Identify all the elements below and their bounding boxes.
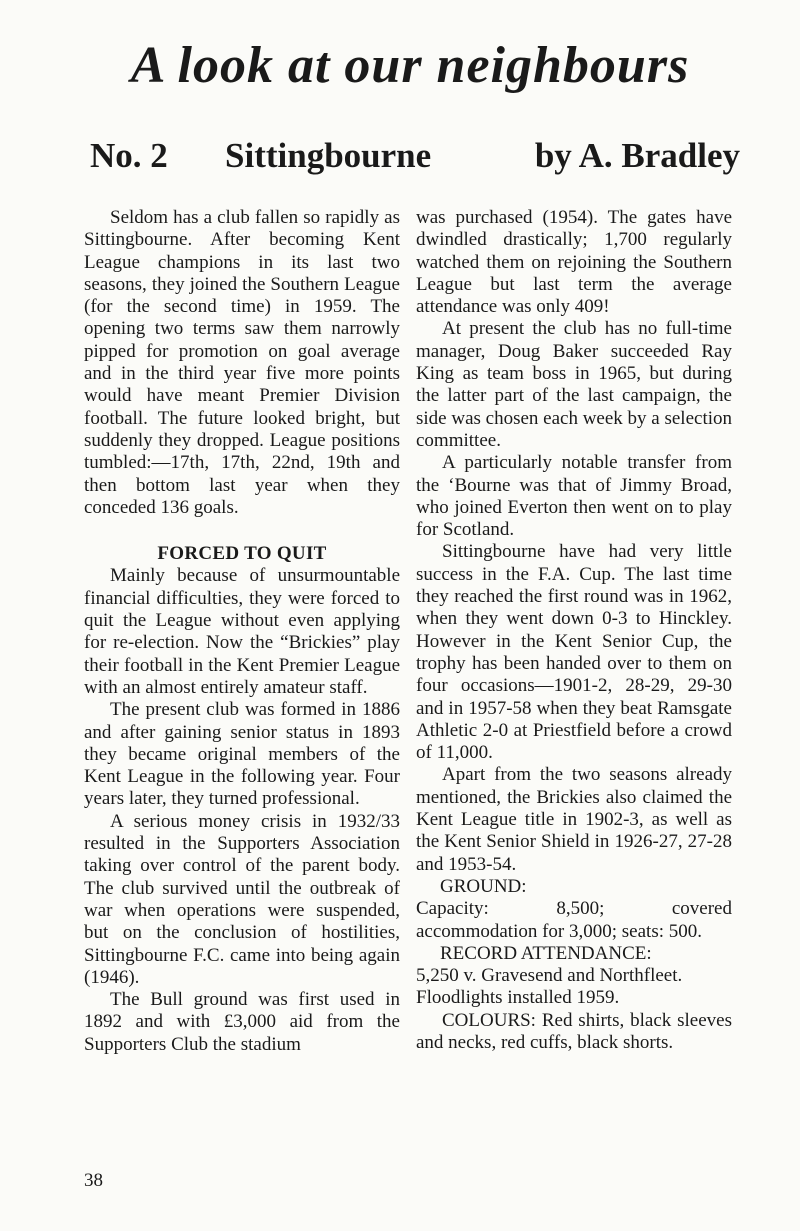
paragraph: A particularly notable transfer from the ‘Bourne was that of Jimmy Broad, who joined Everton then went on to play for Scotland. — [416, 452, 732, 541]
paragraph: Apart from the two seasons already mentioned, the Brickies also claimed the Kent League title in 1902-3, as well as the Kent Senior Shield in 1926-27, 27-28 and 1953-54. — [416, 764, 732, 875]
paragraph: The Bull ground was first used in 1892 and with £3,000 aid from the Supporters Club the stadium — [84, 989, 400, 1055]
club-name: Sittingbourne — [225, 136, 432, 175]
ground-text: Capacity: 8,500; covered accommodation for 3,000; seats: 500. — [416, 898, 732, 942]
floodlights-text: Floodlights installed 1959. — [416, 987, 620, 1009]
byline: by A. Bradley — [534, 136, 740, 175]
section-heading: FORCED TO QUIT — [157, 543, 327, 565]
ground-label: GROUND: — [440, 875, 527, 897]
article-subtitle — [90, 136, 740, 186]
paragraph: Sittingbourne have had very little success in the F.A. Cup. The last time they reached the first round was in 1962, when they went down 0-3 to Hinckley. However in the Kent Senior Cup, the trophy has been handed over to them on four occasions—1901-2, 28-29, 29-30 and in 1957-58 when they beat Ramsgate Athletic 2-0 at Priestfield before a crowd of 11,000. — [416, 541, 732, 764]
record-attendance-label: RECORD ATTENDANCE: — [440, 942, 652, 964]
page-number: 38 — [84, 1170, 103, 1191]
paragraph: A serious money crisis in 1932/33 resulted in the Supporters Association taking over control of the parent body. The club survived until the outbreak of war when operations were suspended, but on the conclusion of hostilities, Sittingbourne F.C. came into being again (1946). — [84, 810, 400, 988]
right-column — [416, 207, 732, 1054]
series-number: No. 2 — [90, 136, 168, 175]
paragraph: Seldom has a club fallen so rapidly as Sittingbourne. After becoming Kent League champions in its last two seasons, they joined the Southern League (for the second time) in 1959. The opening two terms saw them narrowly pipped for promotion on goal average and in the third year five more points would have meant Premier Division football. The future looked bright, but suddenly they dropped. League positions tumbled:—17th, 17th, 22nd, 19th and then bottom last year when they conceded 136 goals. — [84, 207, 400, 518]
left-column — [84, 207, 400, 1056]
paragraph: At present the club has no full-time manager, Doug Baker succeeded Ray King as team boss in 1965, but during the latter part of the last campaign, the side was chosen each week by a selection committee. — [416, 318, 733, 451]
paragraph: Mainly because of unsurmountable financial difficulties, they were forced to quit the League without even applying for re-election. Now the “Brickies” play their football in the Kent Premier League with an almost entirely amateur staff. — [84, 565, 400, 698]
paragraph: The present club was formed in 1886 and after gaining senior status in 1893 they became original members of the Kent League in the following year. Four years later, they turned professional. — [84, 699, 400, 810]
article-title: A look at our neighbours — [130, 37, 690, 94]
record-attendance-text: 5,250 v. Gravesend and Northfleet. — [416, 965, 683, 987]
paragraph: was purchased (1954). The gates have dwindled drastically; 1,700 regularly watched them on rejoining the Southern League but last term the average attendance was only 409! — [416, 207, 732, 318]
colours-text: COLOURS: Red shirts, black sleeves and necks, red cuffs, black shorts. — [416, 1009, 732, 1053]
